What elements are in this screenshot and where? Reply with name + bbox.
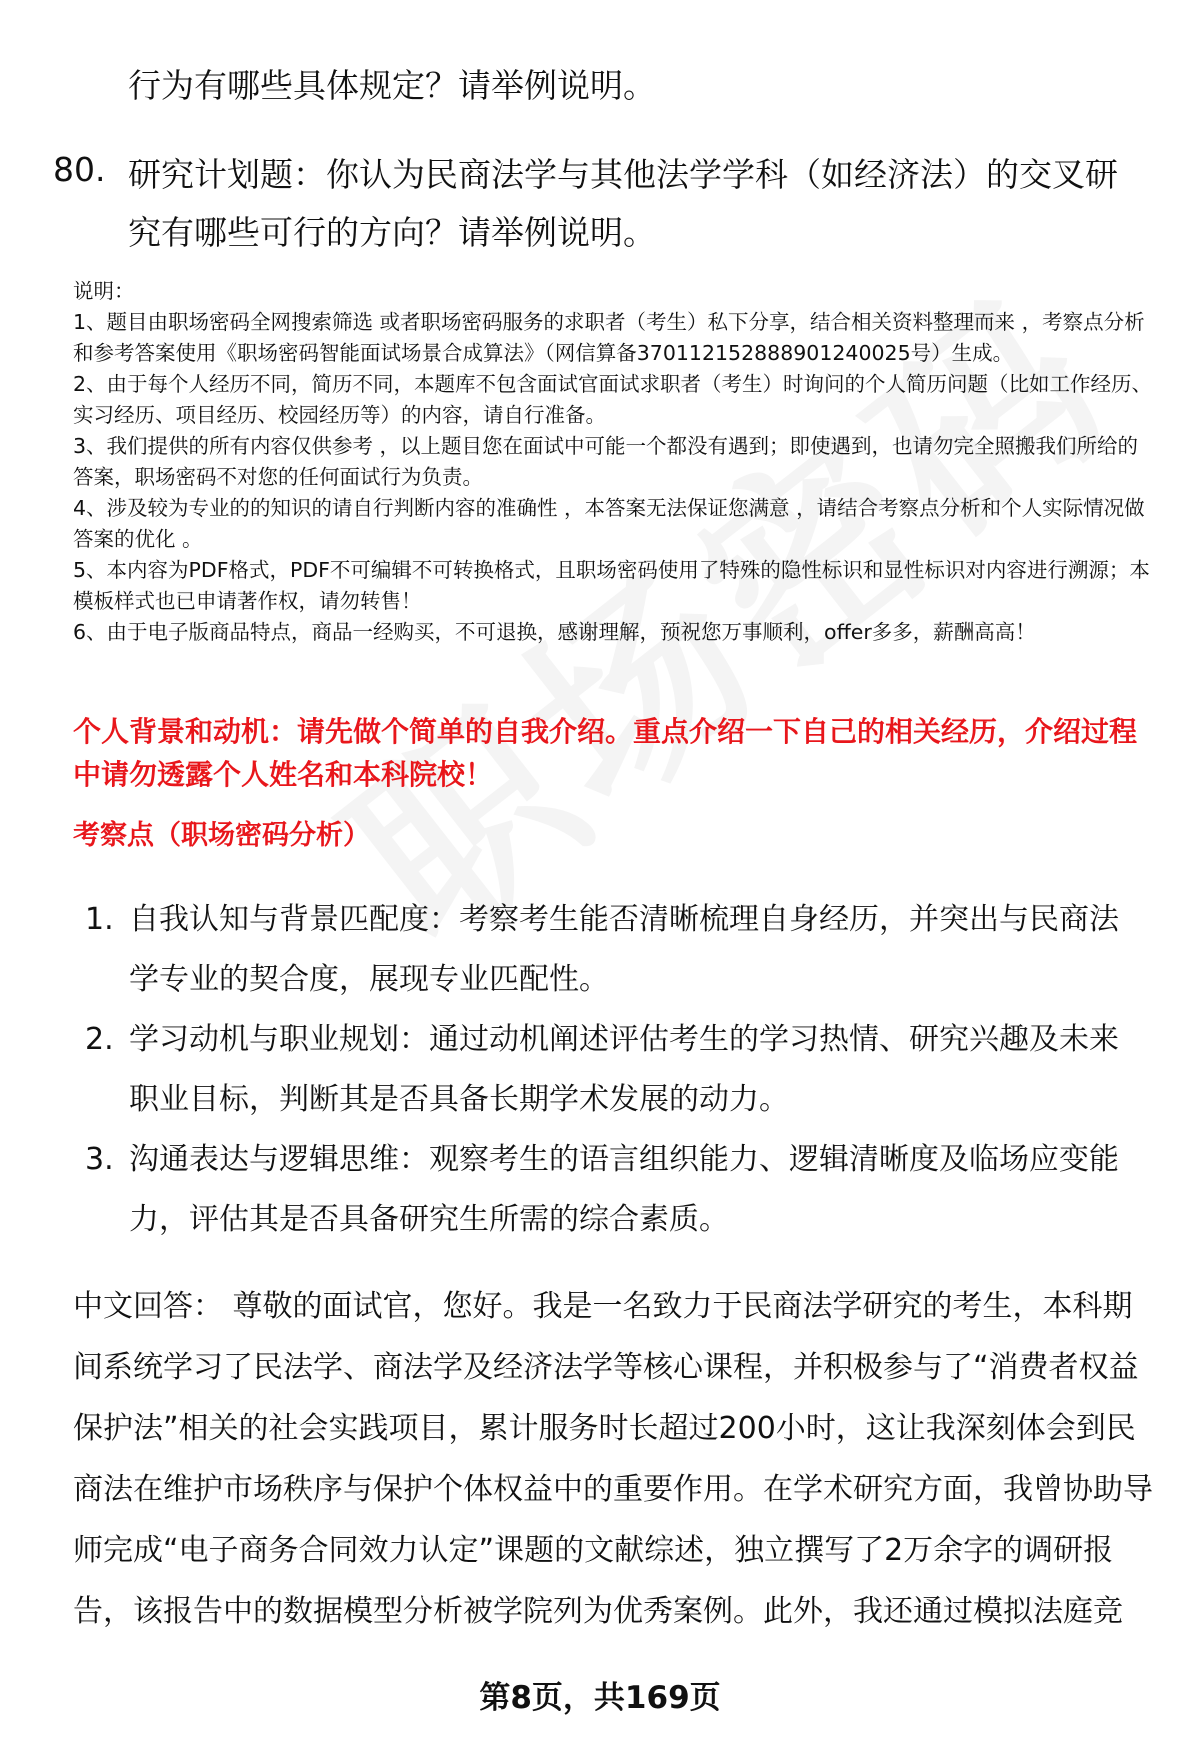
note-item: 2、由于每个人经历不同，简历不同，本题库不包含面试官面试求职者（考生）时询问的个人简历问题（比如工作经历、实习经历、项目经历、校园经历等）的内容，请自行准备。 <box>73 372 1153 427</box>
section-heading: 个人背景和动机：请先做个简单的自我介绍。重点介绍一下自己的相关经历，介绍过程中请勿透露个人姓名和本科院校！ <box>73 715 1138 791</box>
question-continuation: 行为有哪些具体规定？请举例说明。 <box>128 66 656 105</box>
note-item: 1、题目由职场密码全网搜索筛选 或者职场密码服务的求职者（考生）私下分享，结合相关资料整理而来 ，考察点分析和参考答案使用《职场密码智能面试场景合成算法》（网信算备370112152888901240025号）生成。 <box>73 310 1145 365</box>
answer-text: 中文回答： 尊敬的面试官，您好。我是一名致力于民商法学研究的考生，本科期间系统学习了民法学、商法学及经济法学等核心课程，并积极参与了“消费者权益保护法”相关的社会实践项目，累计服务时长超过200小时，这让我深刻体会到民商法在维护市场秩序与保护个体权益中的重要作用。在学术研究方面，我曾协助导师完成“电子商务合同效力认定”课题的文献综述，独立撰写了2万余字的调研报告，该报告中的数据模型分析被学院列为优秀案例。此外，我还通过模拟法庭竞 <box>73 1289 1153 1629</box>
analysis-points <box>85 890 1145 1250</box>
note-item: 4、涉及较为专业的的知识的请自行判断内容的准确性 ，本答案无法保证您满意 ，请结合考察点分析和个人实际情况做答案的优化 。 <box>73 496 1145 551</box>
question-text: 研究计划题：你认为民商法学与其他法学学科（如经济法）的交叉研究有哪些可行的方向？请举例说明。 <box>128 155 1118 252</box>
point-text: 沟通表达与逻辑思维：观察考生的语言组织能力、逻辑清晰度及临场应变能力，评估其是否具备研究生所需的综合素质。 <box>129 1142 1119 1237</box>
notes-title: 说明： <box>73 279 135 303</box>
note-item: 3、我们提供的所有内容仅供参考 ，以上题目您在面试中可能一个都没有遇到；即使遇到，也请勿完全照搬我们所给的答案，职场密码不对您的任何面试行为负责。 <box>73 434 1139 489</box>
point-number: 3. <box>85 1142 114 1177</box>
note-item: 6、由于电子版商品特点，商品一经购买，不可退换，感谢理解，预祝您万事顺利，offer多多，薪酬高高！ <box>73 620 1036 644</box>
question-number: 80. <box>53 150 106 189</box>
page-footer: 第8页，共169页 <box>479 1680 721 1716</box>
point-number: 1. <box>85 902 114 937</box>
point-text: 学习动机与职业规划：通过动机阐述评估考生的学习热情、研究兴趣及未来职业目标，判断其是否具备长期学术发展的动力。 <box>129 1022 1119 1117</box>
point-text: 自我认知与背景匹配度：考察考生能否清晰梳理自身经历，并突出与民商法学专业的契合度，展现专业匹配性。 <box>129 902 1119 997</box>
notes-section <box>73 276 1158 648</box>
analysis-heading: 考察点（职场密码分析） <box>73 820 370 851</box>
list-item <box>85 890 1145 1010</box>
point-number: 2. <box>85 1022 114 1057</box>
list-item <box>85 1130 1145 1250</box>
question-80 <box>53 146 1138 262</box>
note-item: 5、本内容为PDF格式，PDF不可编辑不可转换格式，且职场密码使用了特殊的隐性标识和显性标识对内容进行溯源；本模板样式也已申请著作权，请勿转售！ <box>73 558 1150 613</box>
list-item <box>85 1010 1145 1130</box>
